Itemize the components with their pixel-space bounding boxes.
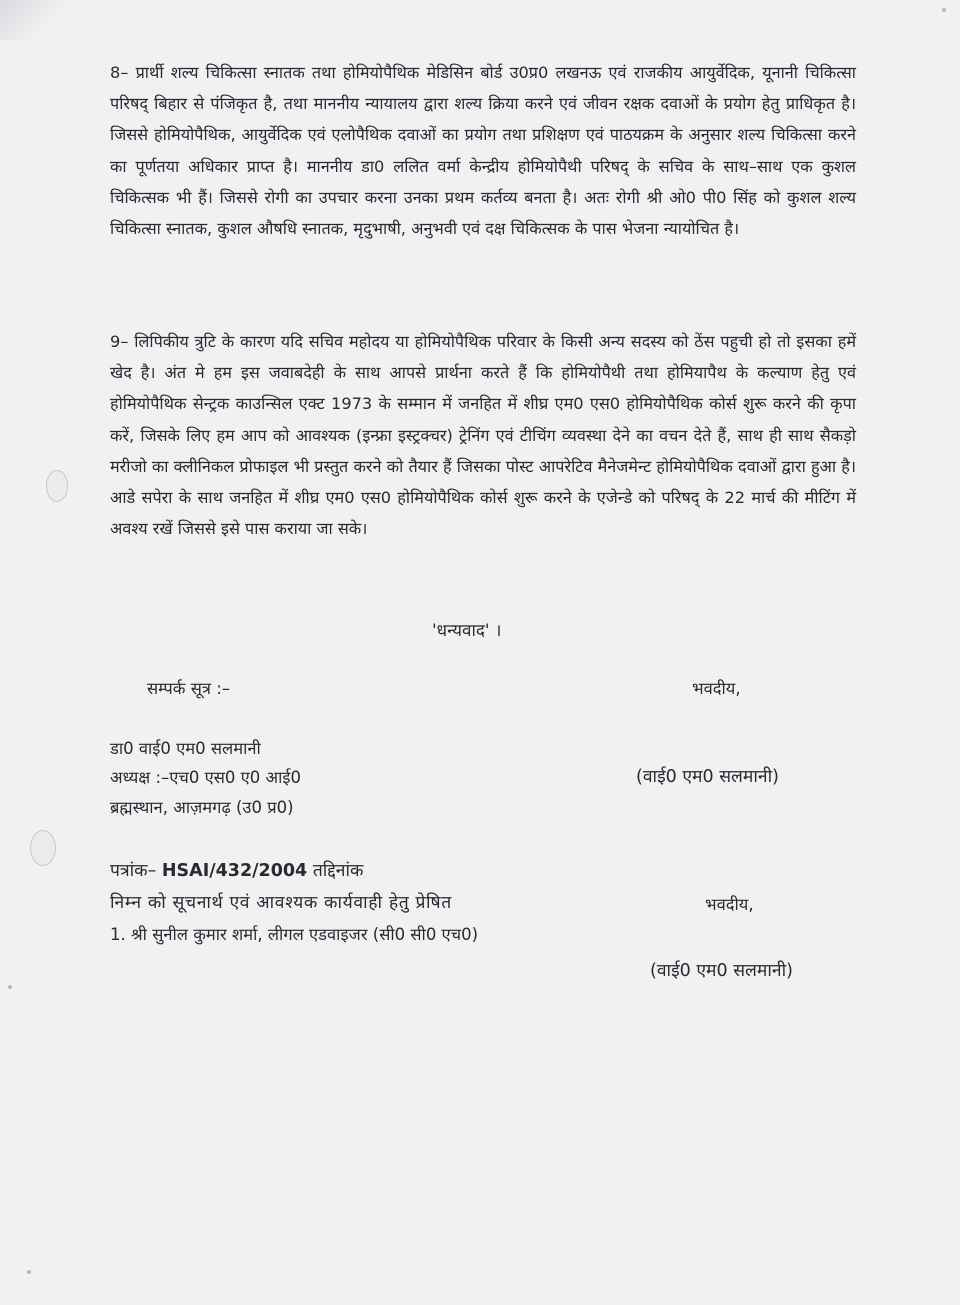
recipient-1: 1. श्री सुनील कुमार शर्मा, लीगल एडवाइजर (सी0 सी0 एच0) [110,925,479,944]
scan-speck [27,1270,31,1274]
paragraph-9: 9– लिपिकीय त्रुटि के कारण यदि सचिव महोदय या होमियोपैथिक परिवार के किसी अन्य सदस्य को ठेंस पहुची हो तो इसका हमें खेद है। अंत मे हम इस जवाबदेही के साथ आपसे प्रार्थना करते हैं कि होमियोपैथी तथा होमियापैथ के कल्याण हेतु एवं होमियोपैथिक सेन्ट्रक काउन्सिल एक्ट 1973 के सम्मान में जनहित में शीघ्र एम0 एस0 होमियोपैथिक कोर्स शुरू करने की कृपा करें, जिसके लिए हम आप को आवश्यक (इन्फ्रा इस्ट्रक्चर) ट्रेनिंग एवं टीचिंग व्यवस्था देने का वचन देते हैं, साथ ही साथ सैकड़ो मरीजो का क्लीनिकल प्रोफाइल भी प्रस्तुत करने को तैयार हैं जिसका पोस्ट आपरेटिव मैनेजमेन्ट होमियोपैथिक दवाओं द्वारा हुआ है। आडे सपेरा के साथ जनहित में शीघ्र एम0 एस0 होमियोपैथिक कोर्स शुरू करने के एजेन्डे को परिषद् के 22 मार्च की मीटिंग में अवश्य रखें जिससे इसे पास कराया जा सके। [110,332,856,539]
punch-hole-top [46,470,68,502]
scan-speck [942,8,946,12]
contact-label: सम्पर्क सूत्र :– [147,679,231,698]
contact-name: डा0 वाई0 एम0 सलमानी [110,739,261,758]
forward-note: निम्न को सूचनार्थ एवं आवश्यक कार्यवाही हेतु प्रेषित [110,893,452,913]
contact-address: ब्रह्मस्थान, आज़मगढ़ (उ0 प्र0) [110,798,294,817]
reference-line [110,858,363,882]
paragraph-8: 8– प्रार्थी शल्य चिकित्सा स्नातक तथा होमियोपैथिक मेडिसिन बोर्ड उ0प्र0 लखनऊ एवं राजकीय आयुर्वेदिक, यूनानी चिकित्सा परिषद् बिहार से पंजिकृत है, तथा माननीय न्यायालय द्वारा शल्य क्रिया करने एवं जीवन रक्षक दवाओं के प्रयोग हेतु प्राधिकृत है। जिससे होमियोपैथिक, आयुर्वेदिक एवं एलोपैथिक दवाओं का प्रयोग तथा प्रशिक्षण एवं पाठयक्रम के अनुसार शल्य चिकित्सा करने का पूर्णतया अधिकार प्राप्त है। माननीय डा0 ललित वर्मा केन्द्रीय होमियोपैथी परिषद् के सचिव के साथ–साथ एक कुशल चिकित्सक भी हैं। जिससे रोगी का उपचार करना उनका प्रथम कर्तव्य बनता है। अतः रोगी श्री ओ0 पी0 सिंह को कुशल शल्य चिकित्सा स्नातक, कुशल औषधि स्नातक, मृदुभाषी, अनुभवी एवं दक्ष चिकित्सक के पास भेजना न्यायोचित है। [110,63,856,239]
scan-speck [8,985,12,989]
punch-hole-bottom [30,830,56,866]
closing-yours-2: भवदीय, [705,895,754,914]
reference-date-word: तद्दिनांक [312,861,364,881]
torn-corner-mark [0,0,90,40]
thanks-line: 'धन्यवाद' । [432,621,502,641]
signature-name-2: (वाई0 एम0 सलमानी) [650,961,793,981]
reference-prefix: पत्रांक– [110,861,157,881]
signature-name-1: (वाई0 एम0 सलमानी) [636,767,779,787]
reference-number: HSAI/432/2004 [161,861,308,881]
closing-yours-1: भवदीय, [692,679,741,698]
contact-title: अध्यक्ष :–एच0 एस0 ए0 आई0 [110,768,301,787]
